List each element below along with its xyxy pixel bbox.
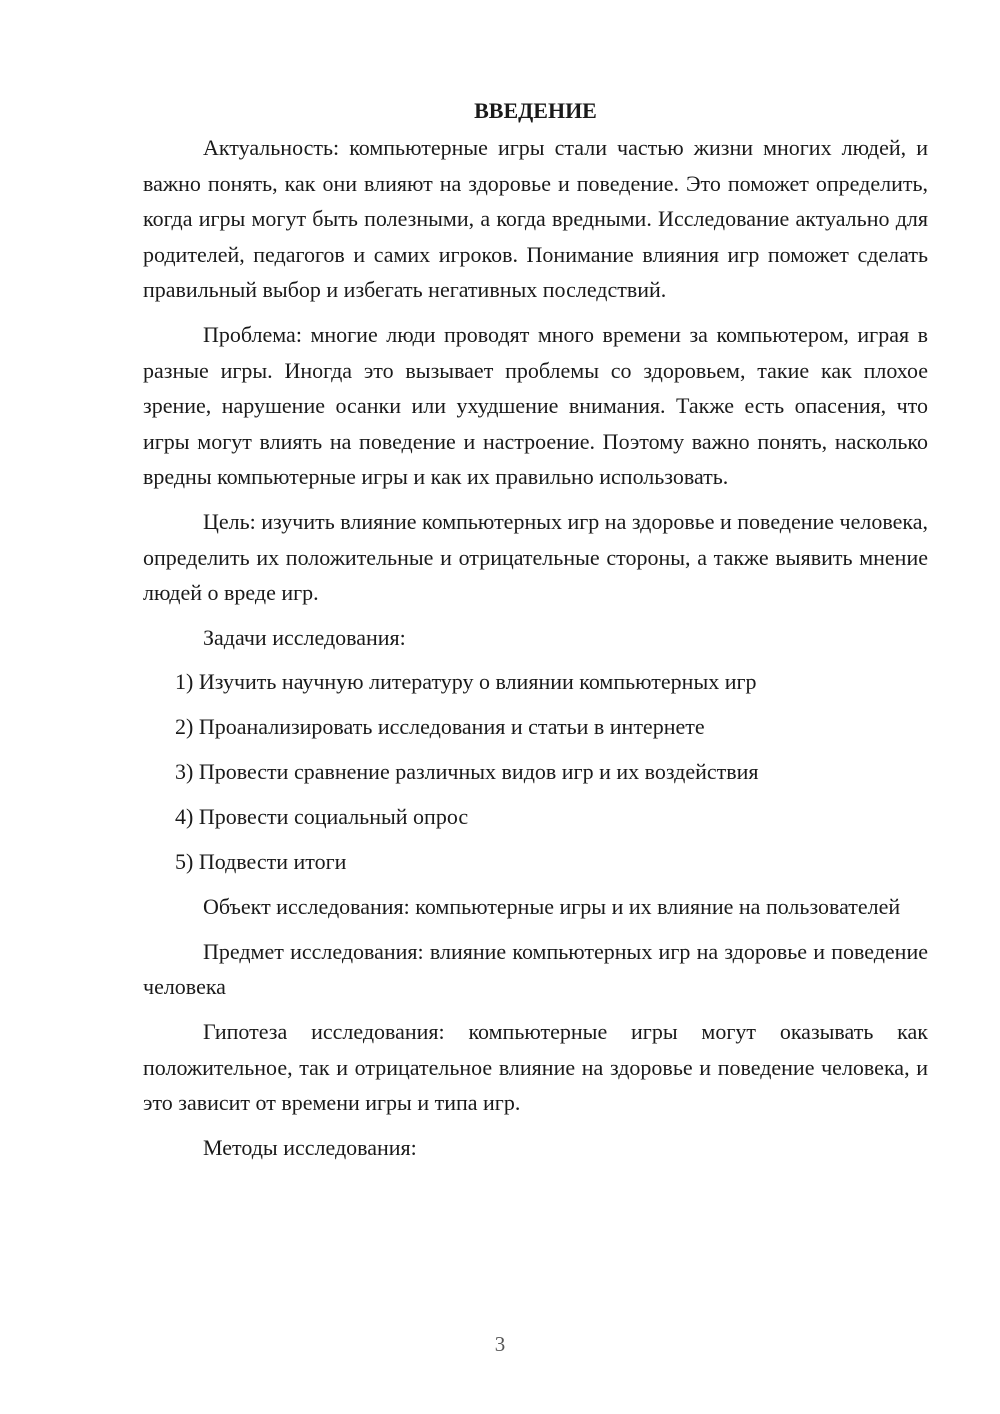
goal-paragraph: Цель: изучить влияние компьютерных игр на здоровье и поведение человека, определить их положительные и отрицательные стороны, а также выявить мнение людей о вреде игр. (143, 508, 929, 606)
document-page (143, 92, 928, 1174)
task-item: 5) Подвести итоги (175, 849, 347, 875)
tasks-heading: Задачи исследования: (203, 624, 406, 650)
section-title: ВВЕДЕНИЕ (474, 98, 597, 123)
object-paragraph: Объект исследования: компьютерные игры и их влияние на пользователей (203, 894, 901, 920)
tasks-list (143, 664, 928, 880)
relevance-paragraph: Актуальность: компьютерные игры стали частью жизни многих людей, и важно понять, как они влияют на здоровье и поведение. Это поможет определить, когда игры могут быть полезными, а когда вредными. Исследование актуально для родителей, педагогов и самих игроков. Понимание влияния игр поможет сделать правильный выбор и избегать негативных последствий. (143, 135, 928, 303)
task-item: 4) Провести социальный опрос (175, 804, 469, 830)
subject-paragraph: Предмет исследования: влияние компьютерных игр на здоровье и поведение человека (143, 938, 928, 1000)
task-item: 2) Проанализировать исследования и статьи в интернете (175, 714, 705, 740)
problem-paragraph: Проблема: многие люди проводят много времени за компьютером, играя в разные игры. Иногда это вызывает проблемы со здоровьем, такие как плохое зрение, нарушение осанки или ухудшение внимания. Также есть опасения, что игры могут влиять на поведение и настроение. Поэтому важно понять, насколько вредны компьютерные игры и как их правильно использовать. (143, 321, 928, 490)
task-item: 3) Провести сравнение различных видов игр и их воздействия (175, 759, 759, 785)
methods-heading: Методы исследования: (203, 1134, 417, 1160)
page-number: 3 (494, 1332, 506, 1356)
hypothesis-paragraph: Гипотеза исследования: компьютерные игры могут оказывать как положительное, так и отрицательное влияние на здоровье и поведение человека, и это зависит от времени игры и типа игр. (143, 1019, 928, 1116)
task-item: 1) Изучить научную литературу о влиянии компьютерных игр (175, 669, 757, 695)
